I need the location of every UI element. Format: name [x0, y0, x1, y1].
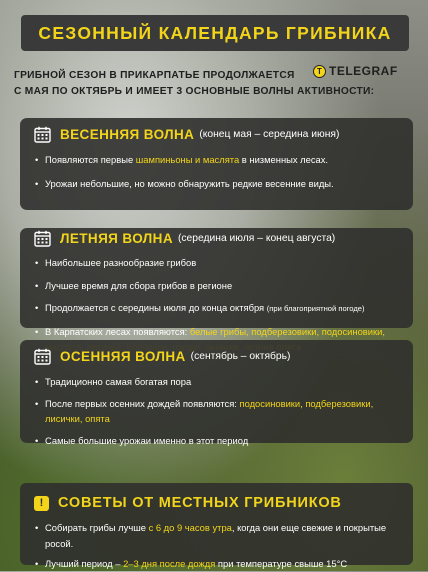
logo-mark-icon: T	[313, 65, 326, 78]
calendar-icon	[34, 348, 51, 365]
list-item: • Продолжается с середины июля до конца октября (при благоприятной погоде)	[34, 300, 399, 317]
autumn-wave-list	[34, 374, 399, 448]
list-item: • После первых осенних дождей появляются: подосиновики, подберезовики, лисички, опята	[34, 396, 399, 427]
tips-title: СОВЕТЫ ОТ МЕСТНЫХ ГРИБНИКОВ	[58, 495, 342, 511]
calendar-icon	[34, 230, 51, 247]
summer-wave-title: ЛЕТНЯЯ ВОЛНА	[60, 230, 173, 246]
autumn-wave-header	[34, 344, 399, 368]
logo-text: TELEGRAF	[329, 64, 398, 78]
lightbulb-icon: !	[34, 496, 49, 511]
list-item: • Традиционно самая богатая пора	[34, 374, 399, 390]
tips-header	[34, 489, 399, 517]
tips-card	[20, 483, 413, 569]
page-title: СЕЗОННЫЙ КАЛЕНДАРЬ ГРИБНИКА	[38, 22, 392, 43]
title-banner	[21, 15, 409, 51]
summer-wave-header	[34, 228, 399, 248]
spring-wave-title: ВЕСЕННЯЯ ВОЛНА	[60, 126, 195, 142]
autumn-wave-card	[20, 340, 413, 446]
intro-line-2: С МАЯ ПО ОКТЯБРЬ И ИМЕЕТ 3 ОСНОВНЫЕ ВОЛНЫ АКТИВНОСТИ:	[14, 85, 375, 97]
list-item: • Появляются первые шампиньоны и маслята в низменных лесах.	[34, 152, 399, 168]
list-item: • Лучший период – 2–3 дня после дождя при температуре свыше 15°C	[34, 556, 399, 572]
spring-wave-list	[34, 152, 399, 191]
autumn-wave-dates: (сентябрь – октябрь)	[190, 350, 291, 362]
spring-wave-header	[34, 122, 399, 146]
list-item: • Лучшее время для сбора грибов в регионе	[34, 278, 399, 294]
list-item: • В Карпатских лесах появляются: белые грибы, подберезовики, подосиновики,	[34, 324, 399, 355]
summer-wave-dates: (середина июля – конец августа)	[177, 232, 336, 244]
list-item: • Собирать грибы лучше с 6 до 9 часов утра, когда они еще свежие и покрытые росой.	[34, 520, 399, 551]
list-item: • Урожаи небольшие, но можно обнаружить редкие весенние виды.	[34, 176, 399, 192]
spring-wave-card	[20, 118, 413, 210]
calendar-icon	[34, 126, 51, 143]
autumn-wave-title: ОСЕННЯЯ ВОЛНА	[60, 348, 186, 364]
summer-wave-card	[20, 228, 413, 337]
list-item: • Наибольшее разнообразие грибов	[34, 255, 399, 271]
intro-text	[14, 68, 414, 99]
intro-line-1: ГРИБНОЙ СЕЗОН В ПРИКАРПАТЬЕ ПРОДОЛЖАЕТСЯ	[14, 70, 295, 81]
list-item: • Самые большие урожаи именно в этот период	[34, 433, 399, 449]
spring-wave-dates: (конец мая – середина июня)	[199, 128, 340, 140]
tips-list	[34, 520, 399, 572]
